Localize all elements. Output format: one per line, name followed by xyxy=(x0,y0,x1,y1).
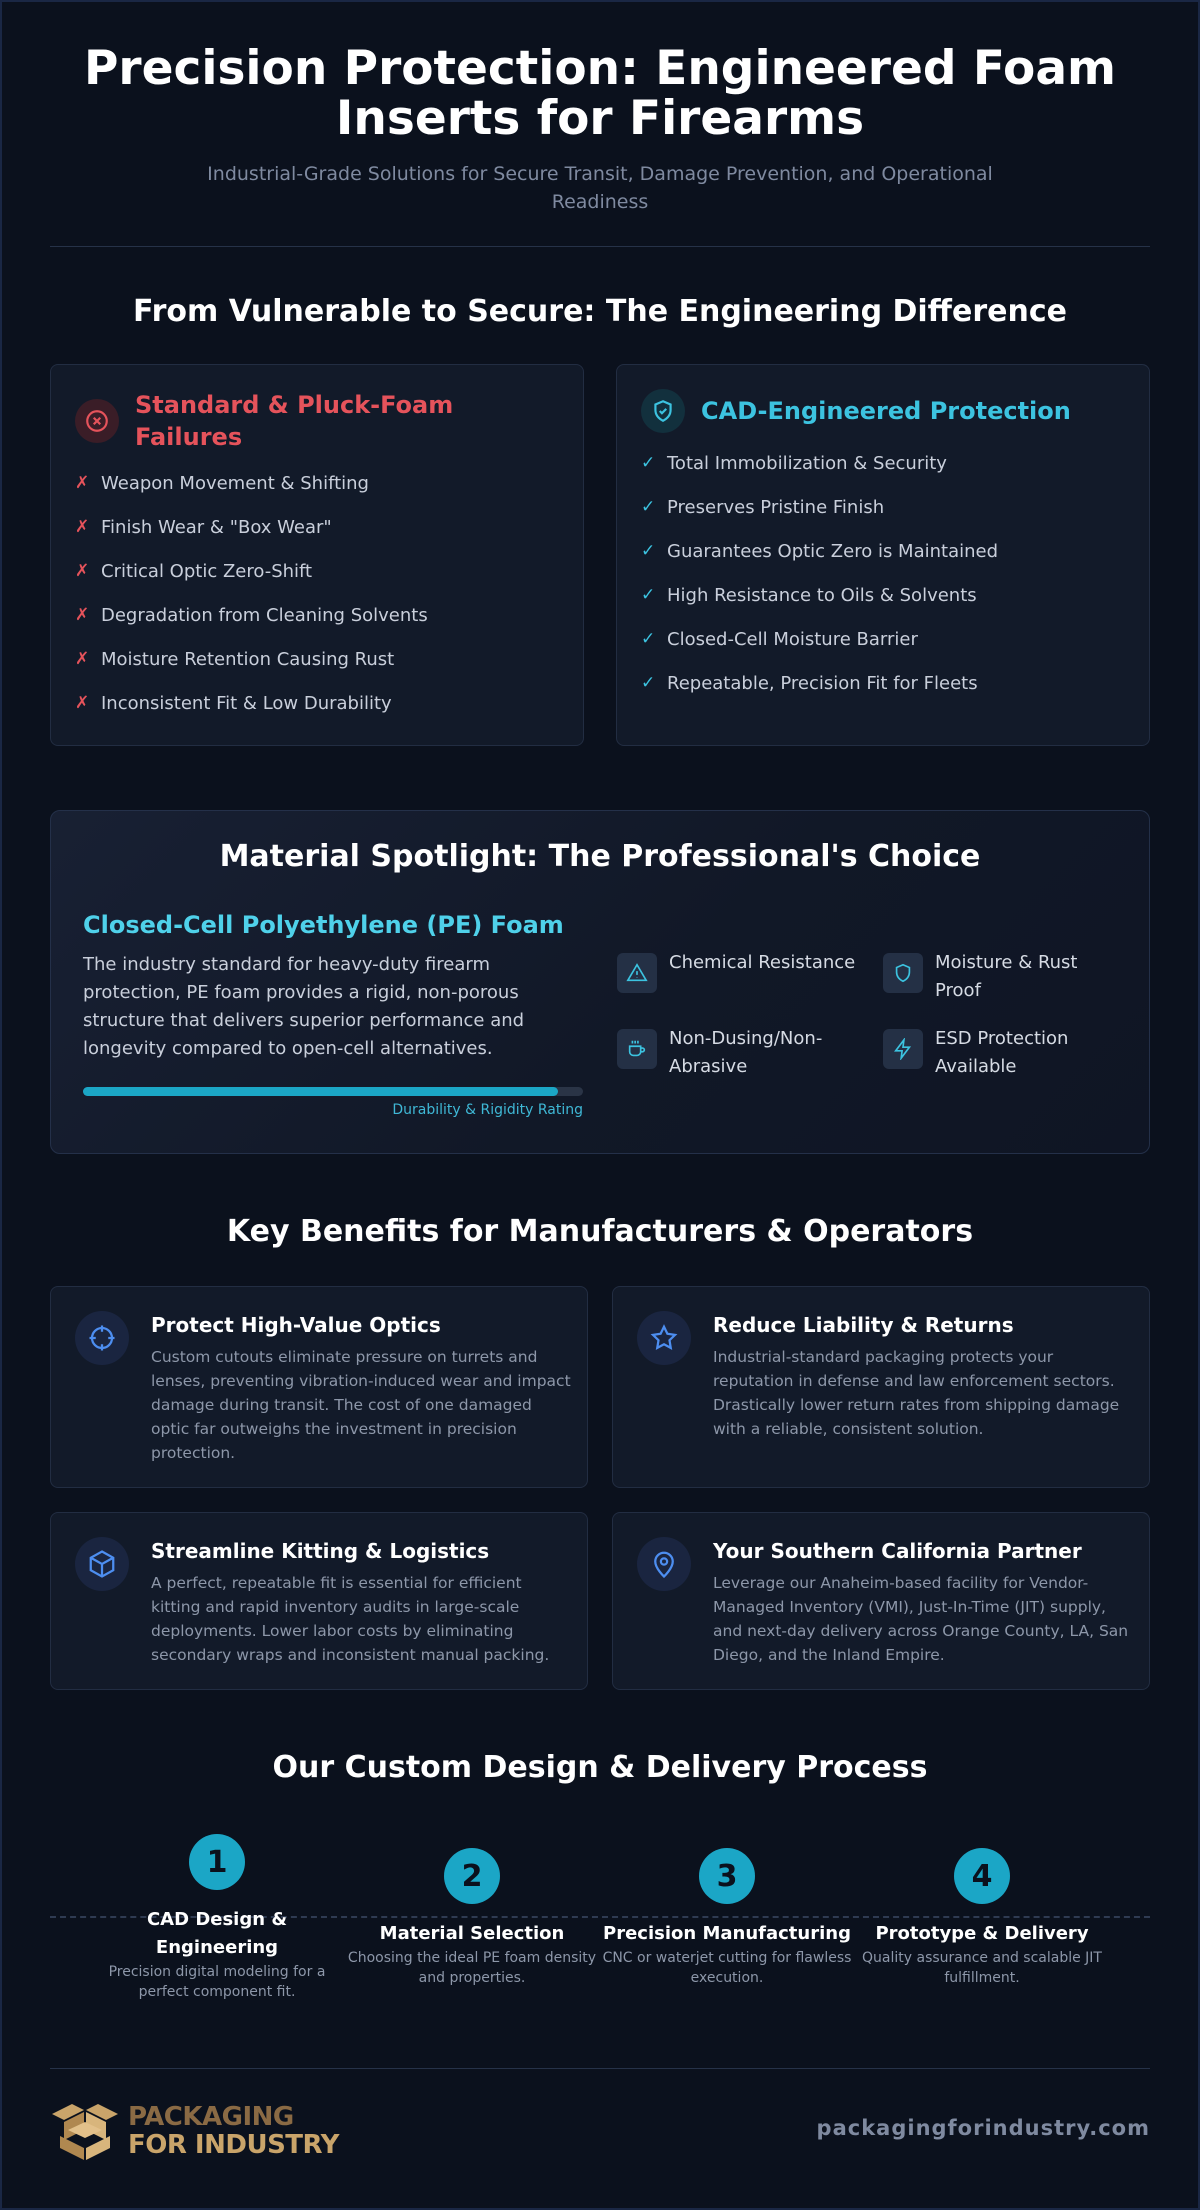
benefits-heading: Key Benefits for Manufacturers & Operators xyxy=(226,1214,974,1249)
process-step-3 xyxy=(602,1848,852,1988)
list-item: ✓ Total Immobilization & Security xyxy=(641,452,947,474)
list-item: ✗ Degradation from Cleaning Solvents xyxy=(75,604,428,626)
benefit-card-optics xyxy=(50,1286,588,1488)
feature-chemical: Chemical Resistance xyxy=(617,949,857,993)
rating-bar-fill xyxy=(83,1087,558,1096)
page-subtitle: Industrial-Grade Solutions for Secure Transit, Damage Prevention, and Operational Readiness xyxy=(207,163,993,213)
list-item: ✓ Guarantees Optic Zero is Maintained xyxy=(641,540,999,562)
cross-icon: ✗ xyxy=(75,517,90,537)
check-icon: ✓ xyxy=(641,673,656,693)
list-item: ✓ Closed-Cell Moisture Barrier xyxy=(641,628,918,650)
step-description: Precision digital modeling for a perfect component fit. xyxy=(108,1964,326,2000)
step-title: Prototype & Delivery xyxy=(875,1923,1089,1944)
process-step-4 xyxy=(857,1848,1107,1988)
map-pin-icon xyxy=(637,1537,691,1591)
engineered-title: CAD-Engineered Protection xyxy=(701,397,1071,425)
cup-icon xyxy=(617,1029,657,1069)
cross-icon: ✗ xyxy=(75,649,90,669)
company-logo xyxy=(50,2100,339,2162)
shield-check-icon xyxy=(641,389,685,433)
benefit-title: Protect High-Value Optics xyxy=(151,1313,441,1337)
step-number: 2 xyxy=(444,1848,500,1904)
cross-icon: ✗ xyxy=(75,693,90,713)
check-icon: ✓ xyxy=(641,497,656,517)
benefit-title: Your Southern California Partner xyxy=(713,1539,1082,1563)
check-icon: ✓ xyxy=(641,541,656,561)
cross-icon: ✗ xyxy=(75,561,90,581)
material-description: The industry standard for heavy-duty firearm protection, PE foam provides a rigid, non-porous structure that delivers superior performance and longevity compared to open-cell alternatives. xyxy=(83,954,525,1059)
benefit-title: Reduce Liability & Returns xyxy=(713,1313,1014,1337)
box-logo-icon xyxy=(50,2100,120,2162)
lightning-icon xyxy=(883,1029,923,1069)
page-title: Precision Protection: Engineered Foam Inserts for Firearms xyxy=(83,41,1117,146)
process-step-2 xyxy=(347,1848,597,1988)
feature-esd: ESD Protection Available xyxy=(883,1025,1123,1081)
benefit-text: Industrial-standard packaging protects your reputation in defense and law enforcement sectors. Drastically lower return rates from shipping damage with a reliable, consistent solution. xyxy=(713,1348,1120,1438)
step-title: Material Selection xyxy=(379,1923,565,1944)
benefit-title: Streamline Kitting & Logistics xyxy=(151,1539,490,1563)
x-circle-icon xyxy=(75,399,119,443)
spotlight-heading: Material Spotlight: The Professional's Choice xyxy=(219,839,981,874)
material-spotlight xyxy=(50,810,1150,1154)
process-step-1 xyxy=(92,1834,342,2002)
header-divider xyxy=(50,246,1150,247)
failures-title: Standard & Pluck-Foam Failures xyxy=(135,391,454,451)
footer-divider xyxy=(50,2068,1150,2069)
material-name: Closed-Cell Polyethylene (PE) Foam xyxy=(83,911,564,939)
engineered-card xyxy=(616,364,1150,746)
rating-bar xyxy=(83,1087,583,1096)
engineered-list xyxy=(641,441,1129,705)
step-number: 4 xyxy=(954,1848,1010,1904)
benefit-text: A perfect, repeatable fit is essential for efficient kitting and rapid inventory audits in large-scale deployments. Lower labor costs by eliminating secondary wraps and inconsistent manual packing. xyxy=(151,1574,550,1664)
logo-text: PACKAGING FOR INDUSTRY xyxy=(128,2102,339,2160)
list-item: ✓ High Resistance to Oils & Solvents xyxy=(641,584,977,606)
failures-list xyxy=(75,461,563,725)
step-description: Quality assurance and scalable JIT fulfillment. xyxy=(862,1950,1102,1986)
benefit-text: Custom cutouts eliminate pressure on turrets and lenses, preventing vibration-induced wear and impact damage during transit. The cost of one damaged optic far outweighs the investment in precision protection. xyxy=(151,1348,571,1462)
step-description: Choosing the ideal PE foam density and properties. xyxy=(347,1950,597,1986)
list-item: ✗ Critical Optic Zero-Shift xyxy=(75,560,313,582)
step-title: Precision Manufacturing xyxy=(603,1923,851,1944)
failures-card xyxy=(50,364,584,746)
rating-label: Durability & Rigidity Rating xyxy=(392,1102,583,1118)
list-item: ✗ Weapon Movement & Shifting xyxy=(75,472,369,494)
step-number: 1 xyxy=(189,1834,245,1890)
list-item: ✗ Inconsistent Fit & Low Durability xyxy=(75,692,392,714)
step-number: 3 xyxy=(699,1848,755,1904)
crosshair-icon xyxy=(75,1311,129,1365)
step-description: CNC or waterjet cutting for flawless execution. xyxy=(602,1950,852,1986)
feature-moisture: Moisture & Rust Proof xyxy=(883,949,1123,1005)
comparison-heading: From Vulnerable to Secure: The Engineering Difference xyxy=(133,294,1067,329)
list-item: ✗ Moisture Retention Causing Rust xyxy=(75,648,395,670)
website-link[interactable]: packagingforindustry.com xyxy=(816,2116,1150,2140)
cube-icon xyxy=(75,1537,129,1591)
check-icon: ✓ xyxy=(641,629,656,649)
benefit-card-partner xyxy=(612,1512,1150,1690)
list-item: ✓ Repeatable, Precision Fit for Fleets xyxy=(641,672,978,694)
benefit-card-liability xyxy=(612,1286,1150,1488)
cross-icon: ✗ xyxy=(75,605,90,625)
process-heading: Our Custom Design & Delivery Process xyxy=(272,1750,928,1785)
list-item: ✗ Finish Wear & "Box Wear" xyxy=(75,516,332,538)
warning-triangle-icon xyxy=(617,953,657,993)
feature-nondusting: Non-Dusing/Non-Abrasive xyxy=(617,1025,857,1081)
check-icon: ✓ xyxy=(641,453,656,473)
cross-icon: ✗ xyxy=(75,473,90,493)
star-icon xyxy=(637,1311,691,1365)
shield-icon xyxy=(883,953,923,993)
list-item: ✓ Preserves Pristine Finish xyxy=(641,496,885,518)
benefit-card-kitting xyxy=(50,1512,588,1690)
step-title: CAD Design & Engineering xyxy=(146,1909,288,1958)
check-icon: ✓ xyxy=(641,585,656,605)
benefit-text: Leverage our Anaheim-based facility for Vendor-Managed Inventory (VMI), Just-In-Time (JIT) supply, and next-day delivery across Orange County, LA, San Diego, and the Inland Empire. xyxy=(713,1574,1129,1664)
